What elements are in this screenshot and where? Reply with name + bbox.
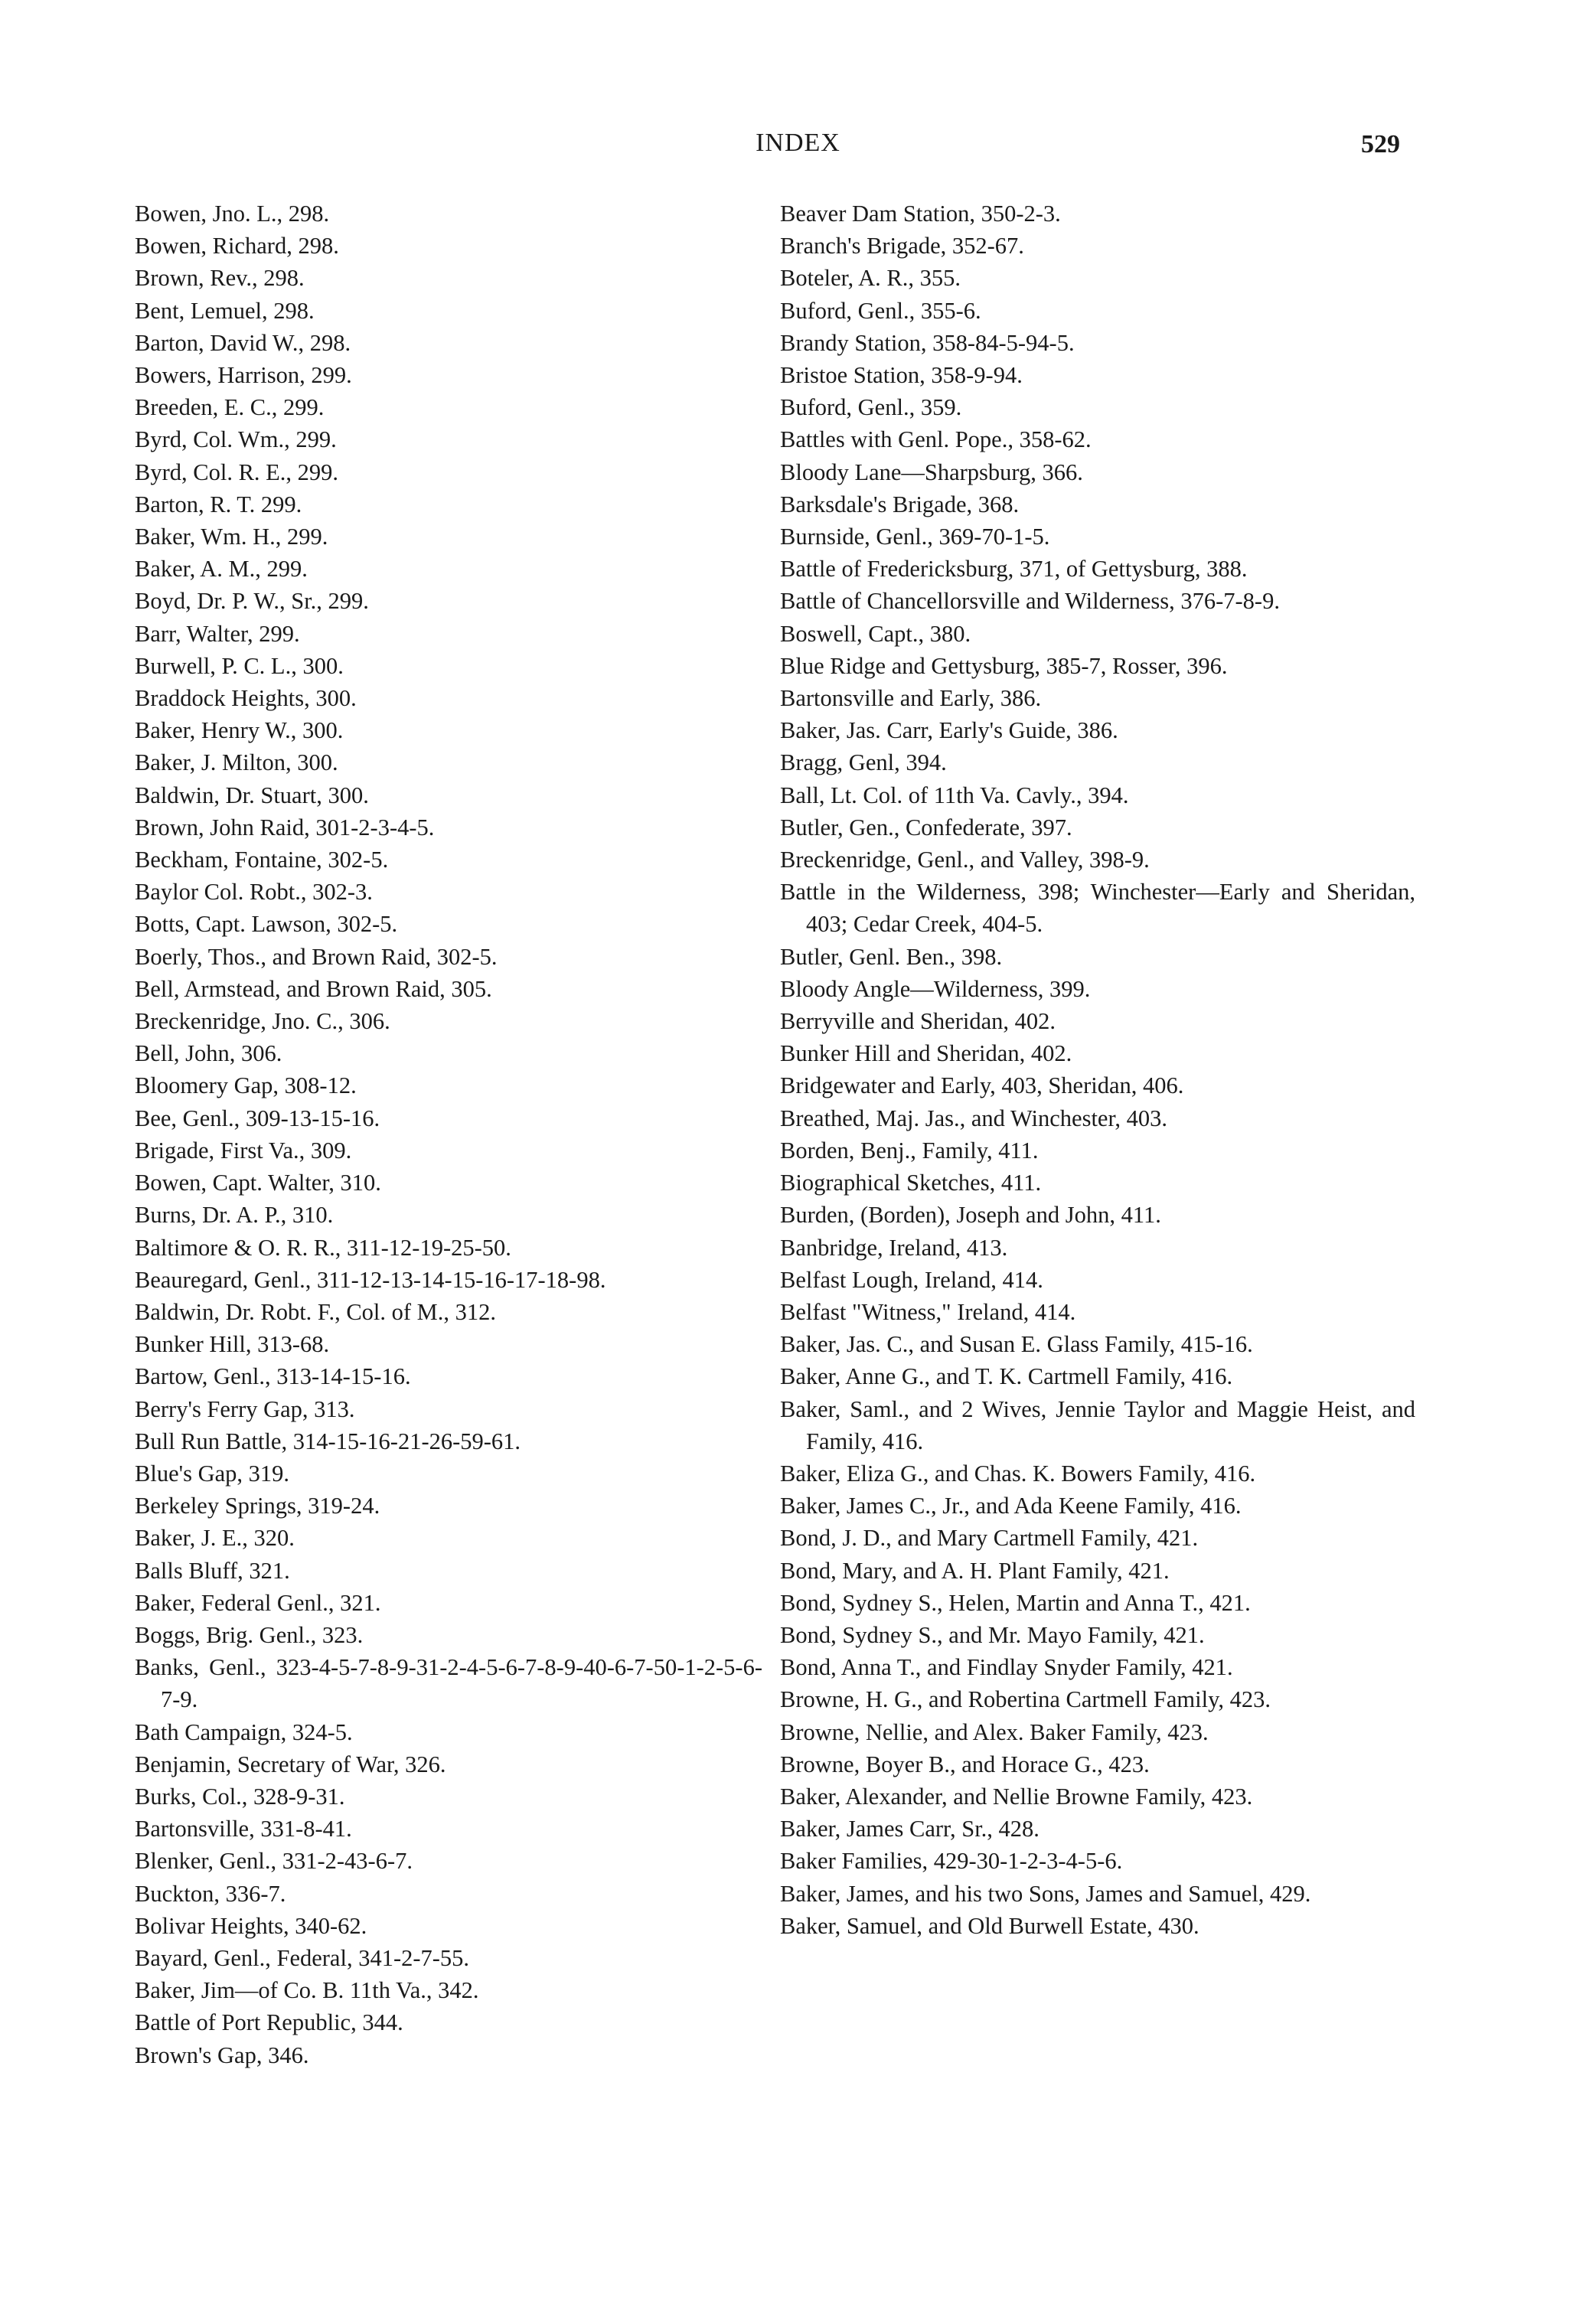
index-entry: Burnside, Genl., 369-70-1-5. <box>780 524 1050 550</box>
index-entry: Barton, David W., 298. <box>135 329 351 356</box>
index-entry: Bowen, Jno. L., 298. <box>135 201 330 227</box>
index-entry: Baker, Jas. C., and Susan E. Glass Family, 415-16. <box>780 1331 1253 1358</box>
index-entry: Baker, Anne G., and T. K. Cartmell Family, 416. <box>780 1363 1233 1390</box>
index-entry: Baker, Alexander, and Nellie Browne Family, 423. <box>780 1783 1253 1810</box>
index-entry: Baker, Saml., and 2 Wives, Jennie Taylor and Maggie Heist, and Family, 416. <box>780 1395 1415 1454</box>
index-entry: Baylor Col. Robt., 302-3. <box>135 879 373 906</box>
index-entry: Beauregard, Genl., 311-12-13-14-15-16-17-18-98. <box>135 1266 606 1293</box>
index-entry: Baker, Henry W., 300. <box>135 717 344 744</box>
index-entry: Bowen, Capt. Walter, 310. <box>135 1170 381 1196</box>
index-entry: Bond, J. D., and Mary Cartmell Family, 421. <box>780 1525 1199 1552</box>
index-entry: Burks, Col., 328-9-31. <box>135 1783 345 1810</box>
index-entry: Baker, Eliza G., and Chas. K. Bowers Family, 416. <box>780 1460 1256 1487</box>
index-entry: Browne, H. G., and Robertina Cartmell Family, 423. <box>780 1686 1271 1713</box>
index-entry: Banks, Genl., 323-4-5-7-8-9-31-2-4-5-6-7-8-9-40-6-7-50-1-2-5-6-7-9. <box>135 1654 762 1713</box>
index-entry: Baker, A. M., 299. <box>135 556 308 583</box>
index-entry: Baker, Wm. H., 299. <box>135 524 328 550</box>
index-entry: Baker, Jim—of Co. B. 11th Va., 342. <box>135 1977 479 2004</box>
index-entry: Bent, Lemuel, 298. <box>135 297 315 324</box>
index-entry: Baker, Federal Genl., 321. <box>135 1589 381 1616</box>
index-entry: Browne, Boyer B., and Horace G., 423. <box>780 1751 1150 1777</box>
index-column-left <box>135 197 762 2071</box>
index-entry: Baker, Samuel, and Old Burwell Estate, 430. <box>780 1912 1199 1939</box>
index-column-right <box>780 197 1415 1942</box>
index-entry: Bartonsville, 331-8-41. <box>135 1816 352 1842</box>
index-entry: Branch's Brigade, 352-67. <box>780 233 1024 259</box>
index-entry: Bloody Angle—Wilderness, 399. <box>780 975 1091 1002</box>
index-entry: Benjamin, Secretary of War, 326. <box>135 1751 446 1777</box>
index-entry: Blenker, Genl., 331-2-43-6-7. <box>135 1848 413 1875</box>
index-entry: Biographical Sketches, 411. <box>780 1170 1042 1196</box>
index-entry: Beckham, Fontaine, 302-5. <box>135 847 389 873</box>
index-entry: Breathed, Maj. Jas., and Winchester, 403. <box>780 1105 1168 1131</box>
index-entry: Bayard, Genl., Federal, 341-2-7-55. <box>135 1944 470 1971</box>
index-entry: Baker, James, and his two Sons, James and Samuel, 429. <box>780 1880 1311 1907</box>
index-entry: Blue Ridge and Gettysburg, 385-7, Rosser, 396. <box>780 652 1228 679</box>
index-entry: Bond, Sydney S., and Mr. Mayo Family, 421. <box>780 1621 1205 1648</box>
index-entry: Brown's Gap, 346. <box>135 2041 309 2068</box>
index-entry: Boteler, A. R., 355. <box>780 265 961 292</box>
index-entry: Baker Families, 429-30-1-2-3-4-5-6. <box>780 1848 1123 1875</box>
index-entry: Bolivar Heights, 340-62. <box>135 1912 367 1939</box>
index-entry: Barr, Walter, 299. <box>135 620 300 647</box>
index-entry: Byrd, Col. Wm., 299. <box>135 426 337 453</box>
index-entry: Burns, Dr. A. P., 310. <box>135 1202 334 1229</box>
index-entry: Berry's Ferry Gap, 313. <box>135 1395 355 1422</box>
index-entry: Boggs, Brig. Genl., 323. <box>135 1621 364 1648</box>
index-entry: Butler, Gen., Confederate, 397. <box>780 814 1072 840</box>
index-entry: Bartow, Genl., 313-14-15-16. <box>135 1363 411 1390</box>
index-entry: Brandy Station, 358-84-5-94-5. <box>780 329 1075 356</box>
index-entry: Braddock Heights, 300. <box>135 685 357 712</box>
index-entry: Breckenridge, Jno. C., 306. <box>135 1008 390 1035</box>
index-entry: Brown, Rev., 298. <box>135 265 305 292</box>
index-entry: Bowers, Harrison, 299. <box>135 362 352 389</box>
index-entry: Boerly, Thos., and Brown Raid, 302-5. <box>135 943 498 970</box>
index-entry: Burden, (Borden), Joseph and John, 411. <box>780 1202 1161 1229</box>
index-entry: Battle in the Wilderness, 398; Winchester—Early and Sheridan, 403; Cedar Creek, 404-5. <box>780 879 1415 938</box>
index-entry: Buford, Genl., 359. <box>780 394 962 421</box>
index-entry: Bragg, Genl, 394. <box>780 749 947 776</box>
index-entry: Battle of Port Republic, 344. <box>135 2009 403 2036</box>
index-entry: Battle of Fredericksburg, 371, of Gettysburg, 388. <box>780 556 1248 583</box>
index-entry: Beaver Dam Station, 350-2-3. <box>780 201 1061 227</box>
index-entry: Balls Bluff, 321. <box>135 1557 290 1584</box>
index-entry: Borden, Benj., Family, 411. <box>780 1137 1039 1164</box>
index-entry: Baltimore & O. R. R., 311-12-19-25-50. <box>135 1234 511 1261</box>
index-entry: Bell, Armstead, and Brown Raid, 305. <box>135 975 492 1002</box>
index-entry: Baker, Jas. Carr, Early's Guide, 386. <box>780 717 1118 744</box>
page-header-title: INDEX <box>756 129 840 157</box>
index-entry: Bond, Sydney S., Helen, Martin and Anna T., 421. <box>780 1589 1251 1616</box>
index-entry: Buckton, 336-7. <box>135 1880 286 1907</box>
index-entry: Berkeley Springs, 319-24. <box>135 1493 380 1519</box>
index-entry: Ball, Lt. Col. of 11th Va. Cavly., 394. <box>780 782 1129 808</box>
index-entry: Bloody Lane—Sharpsburg, 366. <box>780 459 1083 485</box>
page-number: 529 <box>1361 130 1400 158</box>
index-entry: Bunker Hill, 313-68. <box>135 1331 330 1358</box>
index-entry: Bristoe Station, 358-9-94. <box>780 362 1023 389</box>
index-entry: Bowen, Richard, 298. <box>135 233 339 259</box>
index-entry: Bartonsville and Early, 386. <box>780 685 1042 712</box>
index-entry: Bloomery Gap, 308-12. <box>135 1072 357 1099</box>
index-entry: Bee, Genl., 309-13-15-16. <box>135 1105 380 1131</box>
index-entry: Barton, R. T. 299. <box>135 491 302 517</box>
index-entry: Byrd, Col. R. E., 299. <box>135 459 339 485</box>
index-entry: Barksdale's Brigade, 368. <box>780 491 1020 517</box>
index-entry: Baker, J. Milton, 300. <box>135 749 338 776</box>
index-entry: Baker, J. E., 320. <box>135 1525 295 1552</box>
index-entry: Butler, Genl. Ben., 398. <box>780 943 1003 970</box>
index-entry: Breeden, E. C., 299. <box>135 394 325 421</box>
index-entry: Botts, Capt. Lawson, 302-5. <box>135 911 398 938</box>
index-entry: Battles with Genl. Pope., 358-62. <box>780 426 1092 453</box>
index-entry: Bell, John, 306. <box>135 1040 282 1067</box>
index-entry: Browne, Nellie, and Alex. Baker Family, 423. <box>780 1718 1209 1745</box>
index-entry: Bond, Mary, and A. H. Plant Family, 421. <box>780 1557 1170 1584</box>
index-entry: Bath Campaign, 324-5. <box>135 1718 353 1745</box>
index-entry: Bond, Anna T., and Findlay Snyder Family, 421. <box>780 1654 1233 1681</box>
index-entry: Banbridge, Ireland, 413. <box>780 1234 1008 1261</box>
index-entry: Belfast Lough, Ireland, 414. <box>780 1266 1043 1293</box>
index-entry: Boyd, Dr. P. W., Sr., 299. <box>135 588 369 615</box>
index-entry: Breckenridge, Genl., and Valley, 398-9. <box>780 847 1150 873</box>
index-entry: Bunker Hill and Sheridan, 402. <box>780 1040 1072 1067</box>
index-entry: Baldwin, Dr. Stuart, 300. <box>135 782 369 808</box>
index-entry: Baldwin, Dr. Robt. F., Col. of M., 312. <box>135 1298 497 1325</box>
index-entry: Bull Run Battle, 314-15-16-21-26-59-61. <box>135 1428 521 1454</box>
index-entry: Berryville and Sheridan, 402. <box>780 1008 1056 1035</box>
index-entry: Battle of Chancellorsville and Wilderness, 376-7-8-9. <box>780 588 1280 615</box>
index-entry: Brown, John Raid, 301-2-3-4-5. <box>135 814 435 840</box>
index-entry: Buford, Genl., 355-6. <box>780 297 981 324</box>
index-entry: Burwell, P. C. L., 300. <box>135 652 344 679</box>
index-entry: Belfast "Witness," Ireland, 414. <box>780 1298 1076 1325</box>
index-entry: Baker, James Carr, Sr., 428. <box>780 1816 1040 1842</box>
index-entry: Baker, James C., Jr., and Ada Keene Family, 416. <box>780 1493 1242 1519</box>
index-entry: Boswell, Capt., 380. <box>780 620 971 647</box>
index-entry: Brigade, First Va., 309. <box>135 1137 352 1164</box>
index-entry: Bridgewater and Early, 403, Sheridan, 406. <box>780 1072 1184 1099</box>
index-entry: Blue's Gap, 319. <box>135 1460 290 1487</box>
